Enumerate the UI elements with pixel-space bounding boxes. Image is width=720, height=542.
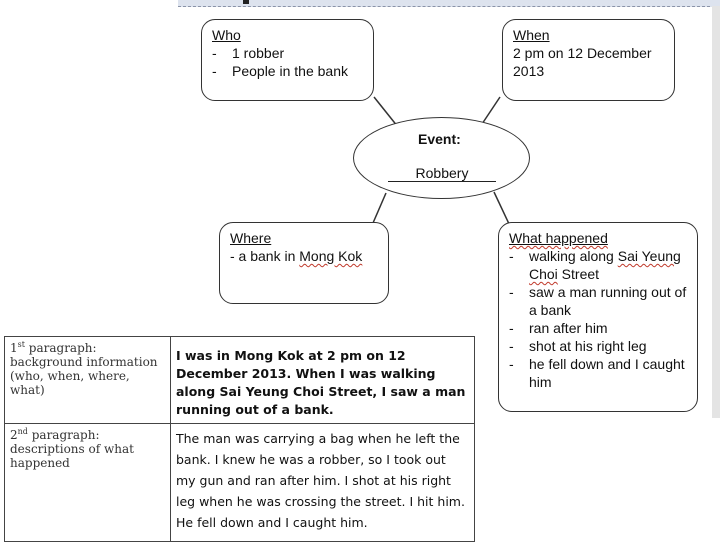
what-item: - he fell down and I caught him — [509, 356, 685, 390]
row1-text: I was in Mong Kok at 2 pm on 12 December 2013. When I was walking along Sai Yeung Choi Street, I saw a man running out of a bank. — [171, 337, 475, 424]
event-value: Robbery — [388, 165, 496, 182]
row1-label: 1st paragraph: background information (who, when, where, what) — [5, 337, 171, 424]
what-happened-heading: What happened — [509, 230, 608, 246]
what-item: - ran after him — [509, 320, 608, 336]
when-line-1: 2 pm on 12 December — [513, 45, 652, 61]
event-label: Event: — [418, 131, 461, 147]
connector-what — [494, 192, 510, 226]
where-box — [219, 222, 389, 304]
what-happened-box — [498, 222, 698, 412]
table-row — [5, 424, 475, 542]
where-heading: Where — [230, 230, 272, 246]
row2-label: 2nd paragraph: descriptions of what happened — [5, 424, 171, 542]
who-item: - People in the bank — [212, 63, 348, 79]
when-heading: When — [513, 27, 550, 43]
who-box — [201, 19, 374, 101]
table-row — [5, 337, 475, 424]
where-text: - a bank in Mong Kok — [230, 248, 363, 264]
who-item: - 1 robber — [212, 45, 285, 61]
connector-where — [373, 193, 386, 223]
what-item: - walking along Sai Yeung Choi Street — [509, 248, 681, 282]
paragraph-table — [4, 336, 475, 542]
event-ellipse — [353, 117, 530, 199]
connector-when — [482, 97, 500, 124]
when-box — [502, 19, 675, 101]
who-heading: Who — [212, 27, 241, 43]
what-item: - saw a man running out of a bank — [509, 284, 687, 318]
row2-text: The man was carrying a bag when he left the bank. I knew he was a robber, so I took out my gun and ran after him. I shot at his right leg when he was crossing the street. I hit him. He fell down and I caught him. — [171, 424, 475, 542]
what-item: - shot at his right leg — [509, 338, 647, 354]
when-line-2: 2013 — [513, 63, 545, 79]
